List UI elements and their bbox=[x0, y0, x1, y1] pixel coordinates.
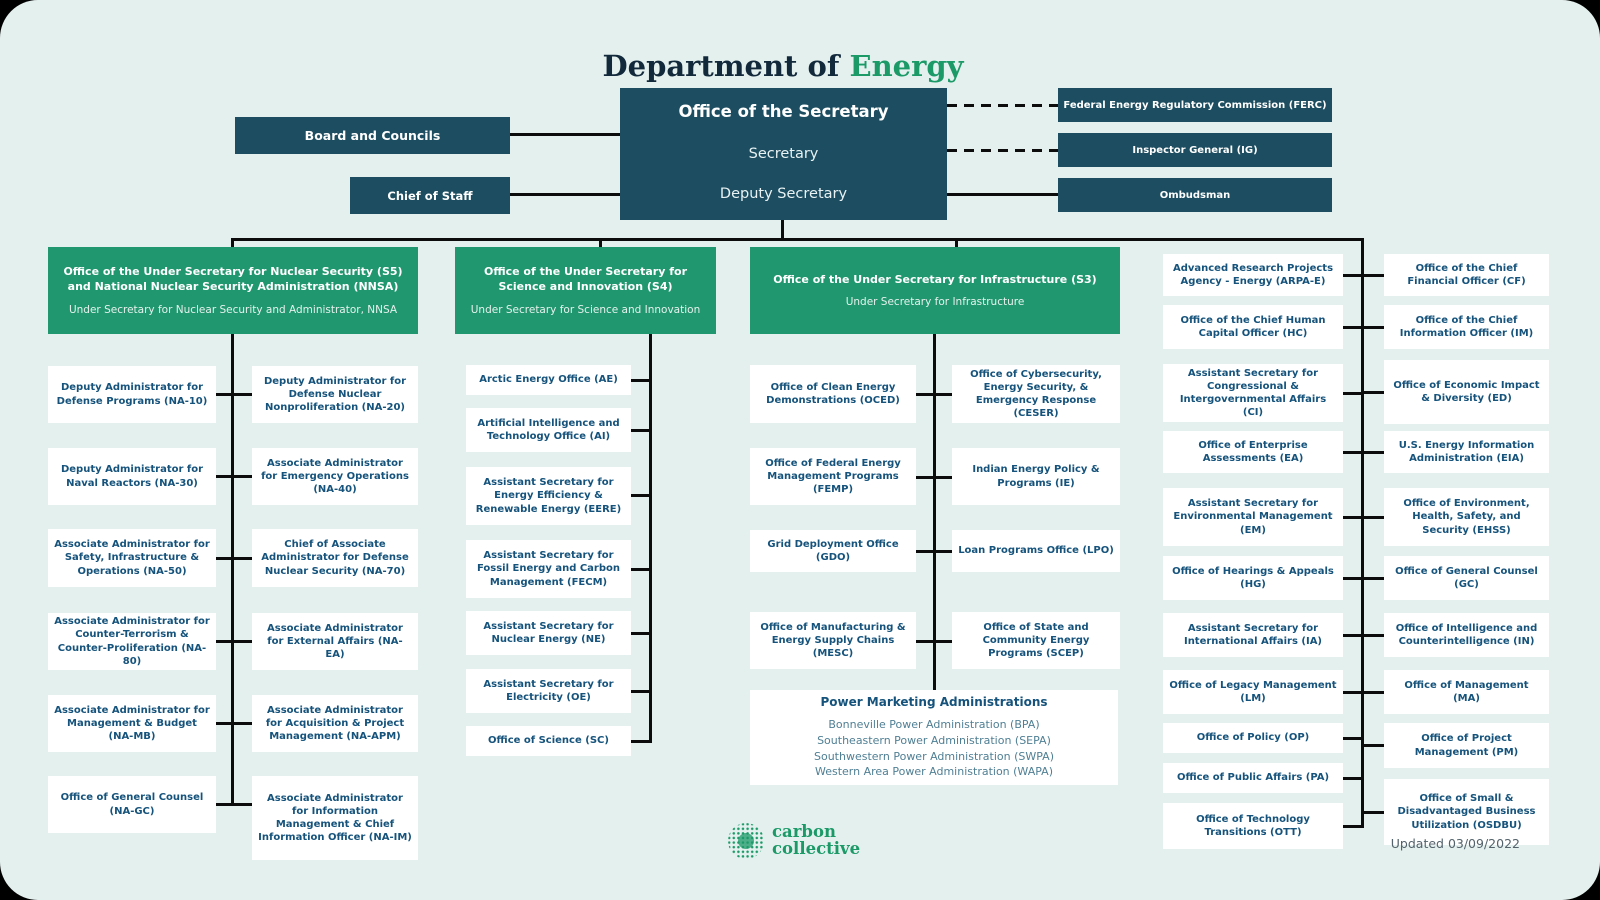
org-box: Office of Environment, Health, Safety, and Security (EHSS) bbox=[1384, 488, 1549, 546]
org-box: Arctic Energy Office (AE) bbox=[466, 365, 631, 395]
org-box: Associate Administrator for Acquisition & Project Management (NA-APM) bbox=[252, 695, 418, 752]
connector-line bbox=[216, 557, 252, 560]
connector-line bbox=[1362, 326, 1384, 329]
connector-line bbox=[1343, 691, 1363, 694]
org-box: Indian Energy Policy & Programs (IE) bbox=[952, 448, 1120, 505]
under-secretary-nnsa-box bbox=[48, 247, 418, 334]
connector-line bbox=[216, 803, 252, 806]
under-secretary-infrastructure-subtitle: Under Secretary for Infrastructure bbox=[845, 296, 1025, 309]
org-box: Office of Intelligence and Counterintelligence (IN) bbox=[1384, 613, 1549, 657]
org-box: Associate Administrator for Management & Budget (NA-MB) bbox=[48, 695, 216, 752]
connector-line bbox=[933, 334, 936, 691]
connector-line bbox=[216, 475, 252, 478]
connector-line bbox=[1343, 737, 1363, 740]
org-box: Office of the Chief Financial Officer (CF) bbox=[1384, 254, 1549, 296]
logo-word2: collective bbox=[772, 839, 861, 858]
connector-line bbox=[1343, 634, 1363, 637]
connector-line bbox=[1343, 577, 1363, 580]
org-box: Office of Manufacturing & Energy Supply Chains (MESC) bbox=[750, 612, 916, 669]
connector-line bbox=[510, 133, 620, 136]
org-box: Office of the Chief Human Capital Officer (HC) bbox=[1163, 305, 1343, 349]
org-box: Associate Administrator for Safety, Infrastructure & Operations (NA-50) bbox=[48, 529, 216, 587]
org-box: Chief of Associate Administrator for Defense Nuclear Security (NA-70) bbox=[252, 529, 418, 587]
connector-line bbox=[1343, 516, 1363, 519]
connector-line bbox=[1343, 392, 1363, 395]
org-box: Office of Public Affairs (PA) bbox=[1163, 763, 1343, 793]
deputy-secretary-role: Deputy Secretary bbox=[719, 186, 848, 202]
updated-date: Updated 03/09/2022 bbox=[1390, 836, 1520, 851]
org-box: Office of Legacy Management (LM) bbox=[1163, 670, 1343, 714]
org-box: Deputy Administrator for Naval Reactors (NA-30) bbox=[48, 448, 216, 505]
org-box: Office of General Counsel (GC) bbox=[1384, 556, 1549, 600]
org-box: Associate Administrator for Counter-Terrorism & Counter-Proliferation (NA-80) bbox=[48, 613, 216, 670]
org-box: Assistant Secretary for Congressional & Intergovernmental Affairs (CI) bbox=[1163, 364, 1343, 422]
org-box: Assistant Secretary for Electricity (OE) bbox=[466, 669, 631, 713]
under-secretary-science-box bbox=[455, 247, 716, 334]
connector-line bbox=[631, 568, 651, 571]
connector-line bbox=[1343, 451, 1363, 454]
page-title-prefix: Department of bbox=[602, 49, 840, 84]
pma-list bbox=[814, 717, 1054, 781]
connector-line bbox=[1343, 825, 1363, 828]
connector-line bbox=[631, 632, 651, 635]
connector-line bbox=[216, 393, 252, 396]
connector-line bbox=[631, 740, 651, 743]
chief-of-staff-box: Chief of Staff bbox=[350, 177, 510, 214]
org-box: Associate Administrator for External Affairs (NA-EA) bbox=[252, 613, 418, 670]
org-box: Office of Project Management (PM) bbox=[1384, 723, 1549, 768]
connector-line bbox=[216, 722, 252, 725]
org-box: Office of Economic Impact & Diversity (ED) bbox=[1384, 360, 1549, 424]
connector-line bbox=[1343, 777, 1363, 780]
connector-line bbox=[1343, 274, 1363, 277]
pma-title: Power Marketing Administrations bbox=[820, 694, 1048, 709]
org-box: Office of Enterprise Assessments (EA) bbox=[1163, 431, 1343, 473]
org-box: Assistant Secretary for International Affairs (IA) bbox=[1163, 613, 1343, 657]
org-box: Office of Management (MA) bbox=[1384, 670, 1549, 714]
connector-line bbox=[231, 334, 234, 806]
org-box: Office of Technology Transitions (OTT) bbox=[1163, 803, 1343, 849]
org-box: Deputy Administrator for Defense Nuclear Nonproliferation (NA-20) bbox=[252, 366, 418, 423]
org-box: Office of Policy (OP) bbox=[1163, 723, 1343, 753]
ombudsman-box: Ombudsman bbox=[1058, 178, 1332, 212]
connector-line bbox=[947, 104, 1058, 107]
under-secretary-science-title: Office of the Under Secretary for Science and Innovation (S4) bbox=[484, 265, 687, 293]
org-box: Assistant Secretary for Environmental Management (EM) bbox=[1163, 488, 1343, 546]
connector-line bbox=[947, 149, 1058, 152]
org-box: Associate Administrator for Emergency Operations (NA-40) bbox=[252, 448, 418, 505]
connector-line bbox=[1362, 577, 1384, 580]
org-box: Advanced Research Projects Agency - Energy (ARPA-E) bbox=[1163, 254, 1343, 296]
page-title bbox=[383, 49, 1183, 83]
connector-line bbox=[1361, 238, 1364, 828]
connector-line bbox=[631, 494, 651, 497]
pma-item: Southeastern Power Administration (SEPA) bbox=[817, 733, 1051, 747]
org-box: Office of Science (SC) bbox=[466, 726, 631, 756]
org-box: U.S. Energy Information Administration (EIA) bbox=[1384, 431, 1549, 473]
connector-line bbox=[1362, 451, 1384, 454]
office-of-the-secretary-box bbox=[620, 88, 947, 220]
org-box: Associate Administrator for Information Management & Chief Information Officer (NA-IM) bbox=[252, 776, 418, 860]
under-secretary-infrastructure-title: Office of the Under Secretary for Infrastructure (S3) bbox=[773, 272, 1097, 286]
org-box: Office of Federal Energy Management Programs (FEMP) bbox=[750, 448, 916, 505]
org-box: Office of State and Community Energy Programs (SCEP) bbox=[952, 612, 1120, 669]
pma-item: Western Area Power Administration (WAPA) bbox=[814, 765, 1053, 779]
connector-line bbox=[1362, 391, 1384, 394]
org-box: Office of Cybersecurity, Energy Security, & Emergency Response (CESER) bbox=[952, 365, 1120, 423]
carbon-collective-logo bbox=[727, 822, 860, 860]
connector-line bbox=[1362, 634, 1384, 637]
under-secretary-nnsa-title: Office of the Under Secretary for Nuclear Security (S5) and National Nuclear Security Administration (NNSA) bbox=[63, 265, 403, 293]
power-marketing-administrations-box bbox=[750, 690, 1118, 785]
connector-line bbox=[631, 379, 651, 382]
dotted-globe-icon bbox=[727, 822, 765, 860]
connector-line bbox=[510, 193, 620, 196]
inspector-general-box: Inspector General (IG) bbox=[1058, 133, 1332, 167]
org-box: Assistant Secretary for Fossil Energy and Carbon Management (FECM) bbox=[466, 540, 631, 598]
org-box: Loan Programs Office (LPO) bbox=[952, 530, 1120, 572]
page-title-accent: Energy bbox=[849, 49, 964, 84]
office-of-the-secretary-title: Office of the Secretary bbox=[678, 102, 889, 121]
connector-line bbox=[781, 220, 784, 240]
under-secretary-infrastructure-box bbox=[750, 247, 1120, 334]
connector-line bbox=[1362, 516, 1384, 519]
org-box: Office of General Counsel (NA-GC) bbox=[48, 776, 216, 833]
secretary-role: Secretary bbox=[748, 145, 819, 162]
pma-item: Southwestern Power Administration (SWPA) bbox=[814, 749, 1054, 763]
connector-line bbox=[1362, 691, 1384, 694]
org-box: Assistant Secretary for Energy Efficiency & Renewable Energy (EERE) bbox=[466, 467, 631, 525]
org-box: Deputy Administrator for Defense Programs (NA-10) bbox=[48, 366, 216, 423]
connector-line bbox=[1362, 811, 1384, 814]
org-box: Office of Hearings & Appeals (HG) bbox=[1163, 556, 1343, 600]
org-box: Assistant Secretary for Nuclear Energy (NE) bbox=[466, 611, 631, 655]
connector-line bbox=[1362, 274, 1384, 277]
org-box: Office of the Chief Information Officer (IM) bbox=[1384, 305, 1549, 349]
under-secretary-nnsa-subtitle: Under Secretary for Nuclear Security and Administrator, NNSA bbox=[68, 303, 398, 316]
logo-wordmark bbox=[772, 824, 860, 858]
connector-line bbox=[216, 640, 252, 643]
connector-line bbox=[1343, 326, 1363, 329]
org-box: Office of Small & Disadvantaged Business Utilization (OSDBU) bbox=[1384, 779, 1549, 845]
pma-item: Bonneville Power Administration (BPA) bbox=[828, 717, 1040, 731]
connector-line bbox=[1362, 744, 1384, 747]
org-box: Grid Deployment Office (GDO) bbox=[750, 530, 916, 572]
org-box: Artificial Intelligence and Technology Office (AI) bbox=[466, 408, 631, 452]
logo-word1: carbon bbox=[772, 822, 836, 842]
connector-line bbox=[649, 334, 652, 743]
connector-line bbox=[631, 429, 651, 432]
under-secretary-science-subtitle: Under Secretary for Science and Innovation bbox=[470, 303, 701, 316]
connector-line bbox=[231, 238, 1364, 241]
org-box: Office of Clean Energy Demonstrations (OCED) bbox=[750, 365, 916, 423]
connector-line bbox=[947, 193, 1058, 196]
connector-line bbox=[631, 690, 651, 693]
board-and-councils-box: Board and Councils bbox=[235, 117, 510, 154]
ferc-box: Federal Energy Regulatory Commission (FERC) bbox=[1058, 88, 1332, 122]
